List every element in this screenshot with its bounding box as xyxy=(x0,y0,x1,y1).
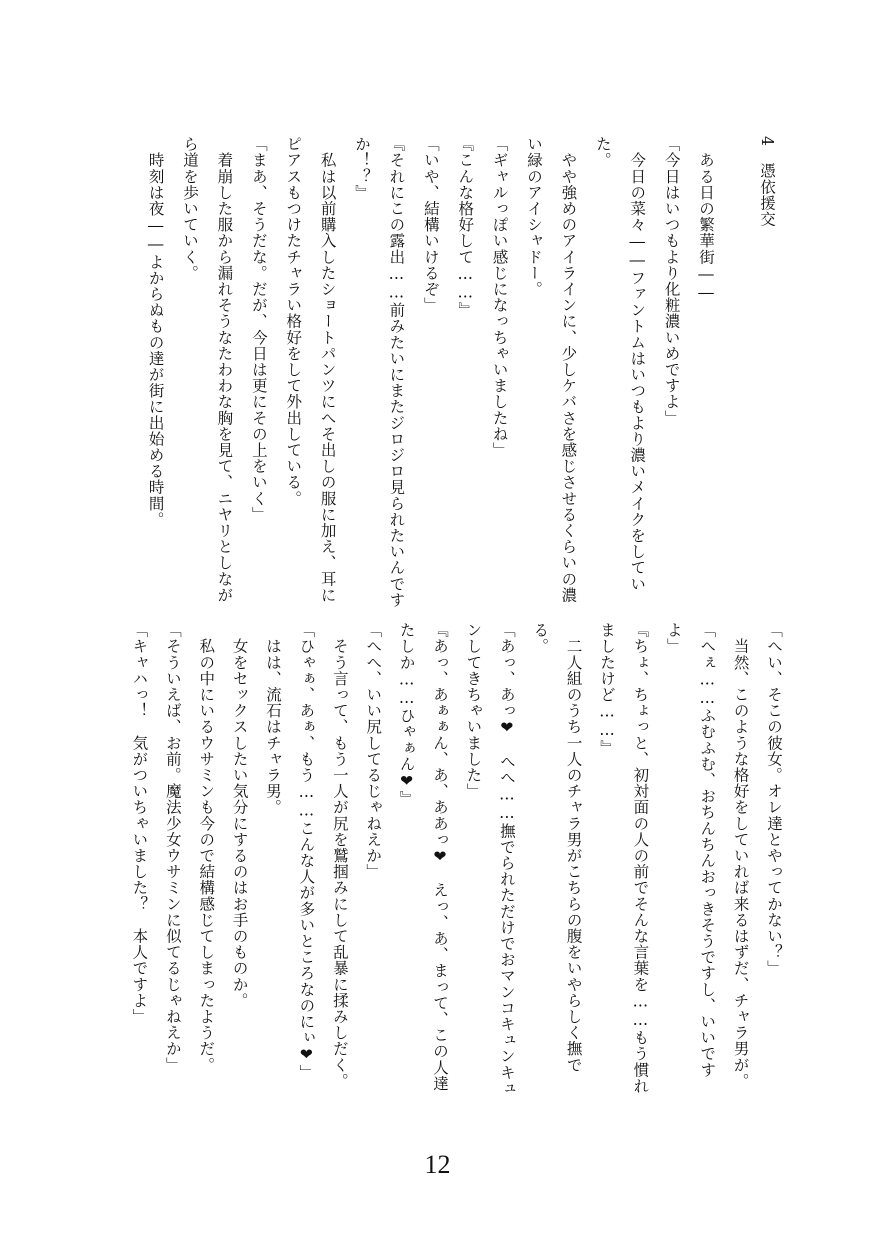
text-column: 「ひゃぁ、あぁ、もう……こんな人が多いところなのにぃ❤」 xyxy=(297,622,316,1081)
text-column: 「あっ、あっ❤ へへ……撫でられただけでおマンコキュンキュ xyxy=(497,622,516,1097)
text-column: 「まあ、そうだな。だが、今日は更にその上をいく」 xyxy=(249,136,268,523)
text-column: ら道を歩いていく。 xyxy=(181,136,199,281)
text-column: 時刻は夜――よからぬもの達が街に出始める時間。 xyxy=(146,136,165,528)
text-column: た。 xyxy=(593,136,612,169)
text-column: 私の中にいるウサミンも今ので結構感じてしまったようだ。 xyxy=(197,622,216,1073)
text-column: 「へぇ……ふむふむ、おちんちんおっきそうですし、いいです xyxy=(698,622,717,1078)
chapter-title: 4 憑依援交 xyxy=(758,136,776,227)
text-column: 『ちょ、ちょっと、初対面の人の前でそんな言葉を……もう慣れ xyxy=(631,622,650,1094)
text-column: 今日の菜々――ファントムはいつもより濃いメイクをしてい xyxy=(628,136,647,592)
text-column: 「へい、そこの彼女。オレ達とやってかない？」 xyxy=(765,622,783,977)
text-column: そう言って、もう一人が尻を鷲掴みにして乱暴に揉みしだく。 xyxy=(330,622,349,1089)
text-column: 二人組のうち一人のチャラ男がこちらの腹をいやらしく撫で xyxy=(564,622,583,1073)
text-column: 私は以前購入したショートパンツにへそ出しの服に加え、耳に xyxy=(318,136,337,603)
text-column: ある日の繁華街―― xyxy=(697,136,715,302)
text-column: はは、流石はチャラ男。 xyxy=(264,622,282,816)
text-column: 着崩した服から漏れそうなたわわな胸を見て、ニヤリとしなが xyxy=(215,136,234,603)
text-column: やや強めのアイラインに、少しケバさを感じさせるくらいの濃 xyxy=(559,136,578,603)
text-column: 「へへ、いい尻してるじゃねえか」 xyxy=(364,622,383,880)
text-column: ンしてきちゃいました」 xyxy=(464,622,483,800)
text-column: たしか……ひゃぁん❤』 xyxy=(397,622,416,807)
text-column: 「ギャルっぽい感じになっちゃいましたね」 xyxy=(490,136,509,458)
text-column: 『あっ、あぁぁん、あ、ああっ❤ えっ、あ、まって、この人達 xyxy=(431,622,449,1092)
page-number: 12 xyxy=(424,1150,451,1179)
text-column: 「いや、結構いけるぞ」 xyxy=(421,136,440,314)
text-column: 「今日はいつもより化粧濃いめですよ」 xyxy=(662,136,681,426)
text-column: 当然、このような格好をしていれば来るはずだ、チャラ男が。 xyxy=(731,622,750,1089)
text-column: か！？』 xyxy=(353,136,371,201)
text-column: ましたけど……』 xyxy=(598,622,616,756)
text-column: 女をセックスしたい気分にするのはお手のものか。 xyxy=(230,622,249,1009)
text-column: 「そういえば、お前。魔法少女ウサミンに似てるじゃねえか」 xyxy=(163,622,182,1073)
text-column: る。 xyxy=(531,622,550,655)
text-column: い緑のアイシャドー。 xyxy=(525,136,543,297)
text-column: ピアスもつけたチャラい格好をして外出している。 xyxy=(284,136,303,507)
text-column: 「キャハっ！ 気がついちゃいました？ 本人ですよ」 xyxy=(130,622,149,1025)
text-column: よ」 xyxy=(664,622,683,655)
text-column: 『それにこの露出……前みたいにまたジロジロ見られたいんです xyxy=(387,136,406,608)
text-column: 『こんな格好して……』 xyxy=(456,136,475,319)
